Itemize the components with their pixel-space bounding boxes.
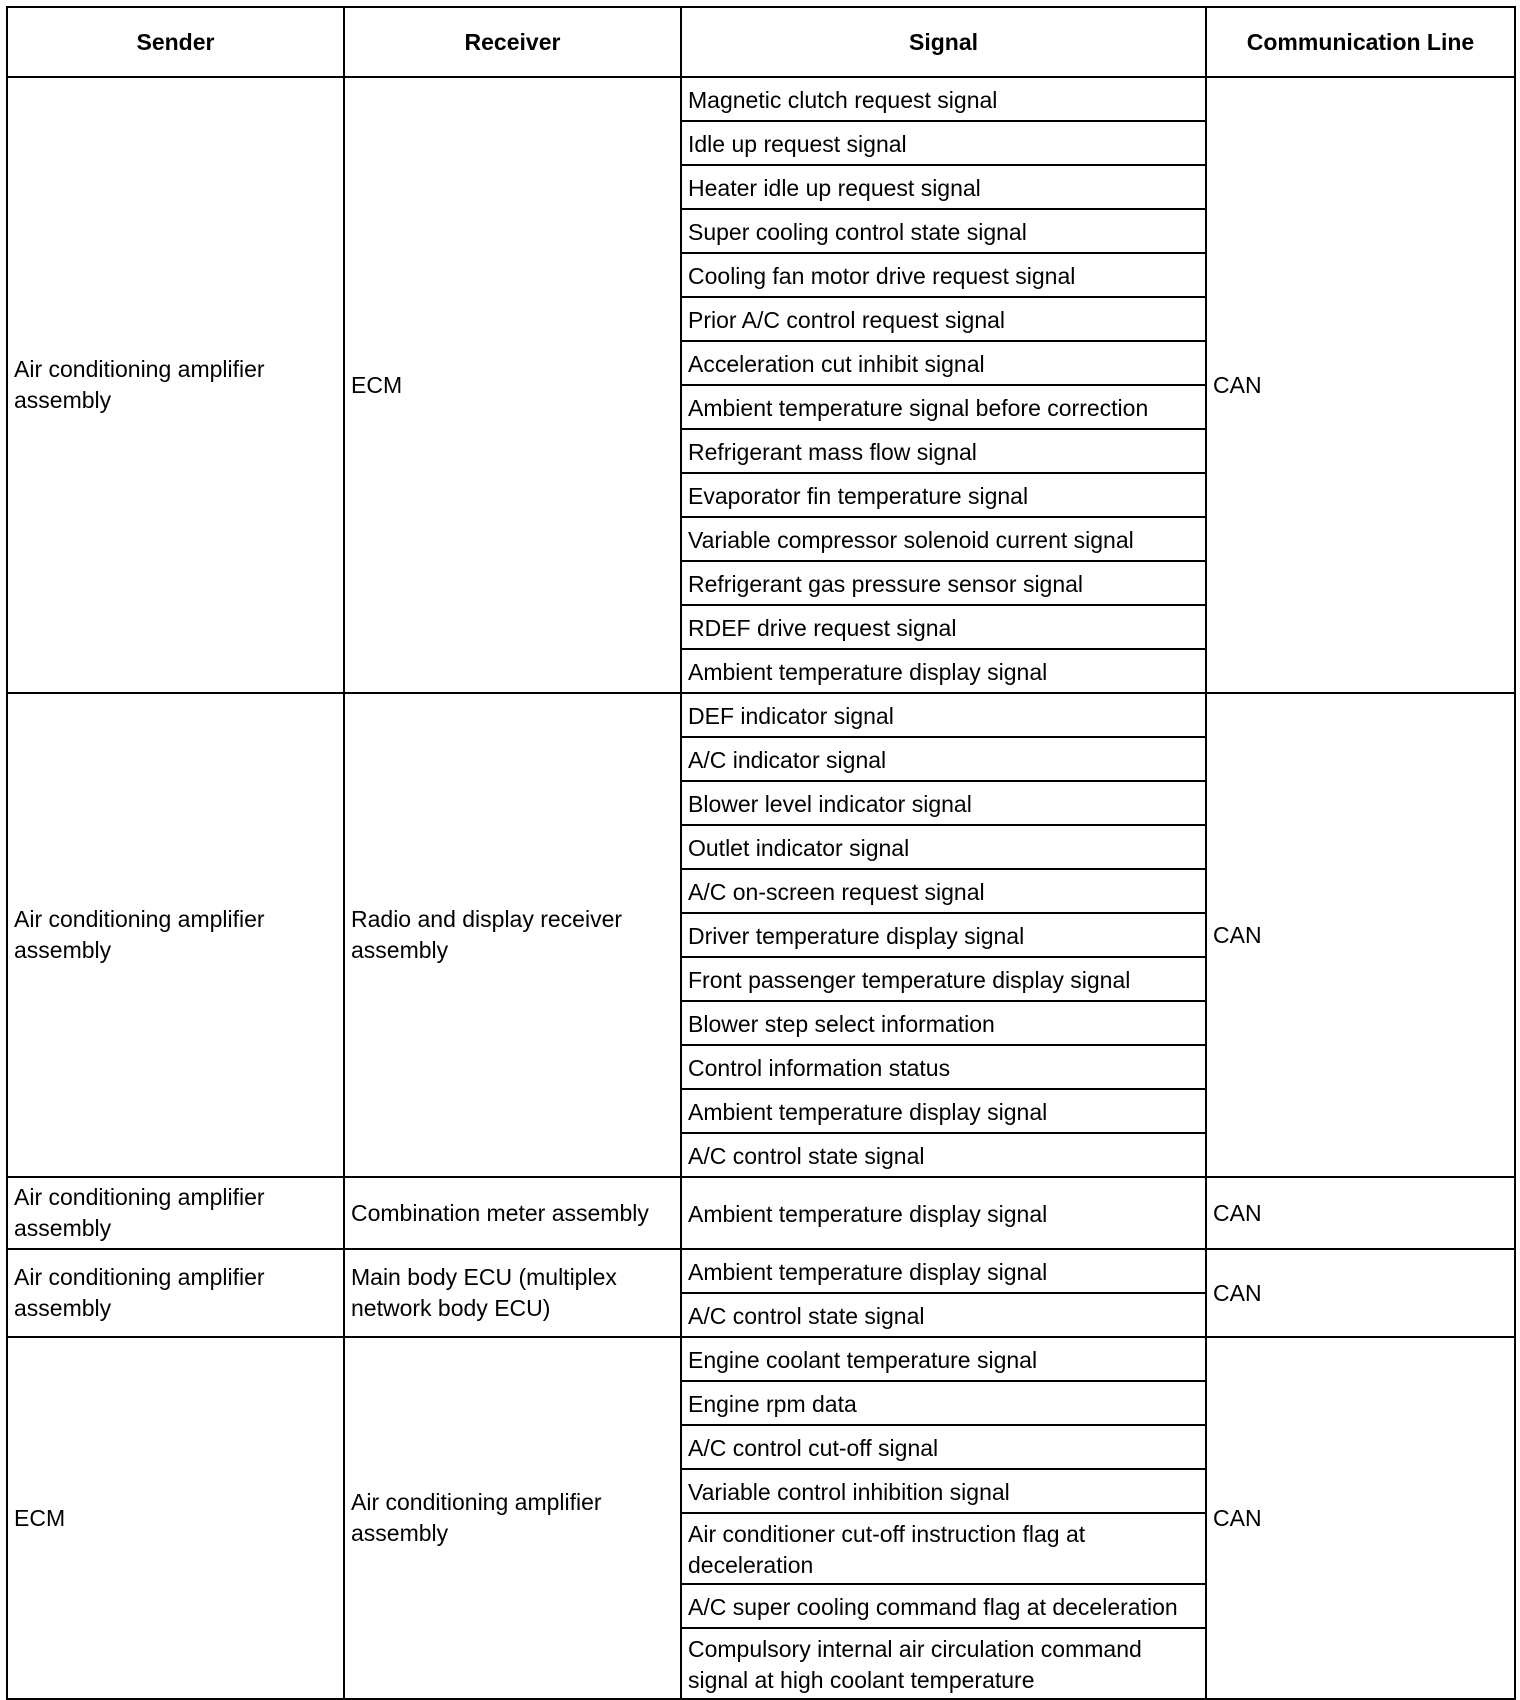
signal-cell: Ambient temperature display signal <box>681 1249 1206 1293</box>
signal-cell: Blower level indicator signal <box>681 781 1206 825</box>
communication-line-cell: CAN <box>1206 1177 1515 1249</box>
table-row <box>7 1249 1515 1293</box>
header-communication-line: Communication Line <box>1206 7 1515 77</box>
header-receiver: Receiver <box>344 7 681 77</box>
signal-cell: Engine rpm data <box>681 1381 1206 1425</box>
signal-cell: Front passenger temperature display signal <box>681 957 1206 1001</box>
signal-cell: Compulsory internal air circulation command signal at high coolant temperature <box>681 1628 1206 1699</box>
signal-cell: A/C control cut-off signal <box>681 1425 1206 1469</box>
signal-cell: Control information status <box>681 1045 1206 1089</box>
sender-cell: Air conditioning amplifier assembly <box>7 1177 344 1249</box>
signal-cell: Idle up request signal <box>681 121 1206 165</box>
signal-cell: Cooling fan motor drive request signal <box>681 253 1206 297</box>
sender-cell: Air conditioning amplifier assembly <box>7 77 344 693</box>
table-body <box>7 77 1515 1699</box>
signal-cell: Ambient temperature display signal <box>681 649 1206 693</box>
receiver-cell: Combination meter assembly <box>344 1177 681 1249</box>
signal-cell: Magnetic clutch request signal <box>681 77 1206 121</box>
signal-cell: A/C super cooling command flag at deceleration <box>681 1584 1206 1628</box>
signal-cell: A/C indicator signal <box>681 737 1206 781</box>
receiver-cell: ECM <box>344 77 681 693</box>
table-row <box>7 1337 1515 1381</box>
signal-cell: Driver temperature display signal <box>681 913 1206 957</box>
signal-cell: Variable control inhibition signal <box>681 1469 1206 1513</box>
communication-line-cell: CAN <box>1206 693 1515 1177</box>
receiver-cell: Radio and display receiver assembly <box>344 693 681 1177</box>
signal-cell: Engine coolant temperature signal <box>681 1337 1206 1381</box>
signal-cell: Prior A/C control request signal <box>681 297 1206 341</box>
communication-line-cell: CAN <box>1206 1337 1515 1699</box>
receiver-cell: Air conditioning amplifier assembly <box>344 1337 681 1699</box>
communication-line-cell: CAN <box>1206 1249 1515 1337</box>
signal-cell: A/C control state signal <box>681 1293 1206 1337</box>
signal-cell: DEF indicator signal <box>681 693 1206 737</box>
signal-cell: A/C on-screen request signal <box>681 869 1206 913</box>
signal-cell: Blower step select information <box>681 1001 1206 1045</box>
header-signal: Signal <box>681 7 1206 77</box>
signal-cell: Ambient temperature signal before correction <box>681 385 1206 429</box>
table-row <box>7 77 1515 121</box>
header-sender: Sender <box>7 7 344 77</box>
signal-cell: Ambient temperature display signal <box>681 1089 1206 1133</box>
signal-table <box>6 6 1516 1700</box>
table-row <box>7 1177 1515 1249</box>
signal-cell: Ambient temperature display signal <box>681 1177 1206 1249</box>
sender-cell: Air conditioning amplifier assembly <box>7 693 344 1177</box>
signal-cell: Air conditioner cut-off instruction flag at deceleration <box>681 1513 1206 1584</box>
signal-cell: Refrigerant gas pressure sensor signal <box>681 561 1206 605</box>
signal-cell: Evaporator fin temperature signal <box>681 473 1206 517</box>
signal-cell: Acceleration cut inhibit signal <box>681 341 1206 385</box>
communication-line-cell: CAN <box>1206 77 1515 693</box>
signal-cell: A/C control state signal <box>681 1133 1206 1177</box>
signal-cell: Outlet indicator signal <box>681 825 1206 869</box>
signal-cell: Heater idle up request signal <box>681 165 1206 209</box>
signal-cell: Refrigerant mass flow signal <box>681 429 1206 473</box>
signal-cell: Super cooling control state signal <box>681 209 1206 253</box>
header-row <box>7 7 1515 77</box>
sender-cell: ECM <box>7 1337 344 1699</box>
signal-cell: RDEF drive request signal <box>681 605 1206 649</box>
table-row <box>7 693 1515 737</box>
sender-cell: Air conditioning amplifier assembly <box>7 1249 344 1337</box>
signal-cell: Variable compressor solenoid current signal <box>681 517 1206 561</box>
receiver-cell: Main body ECU (multiplex network body ECU) <box>344 1249 681 1337</box>
